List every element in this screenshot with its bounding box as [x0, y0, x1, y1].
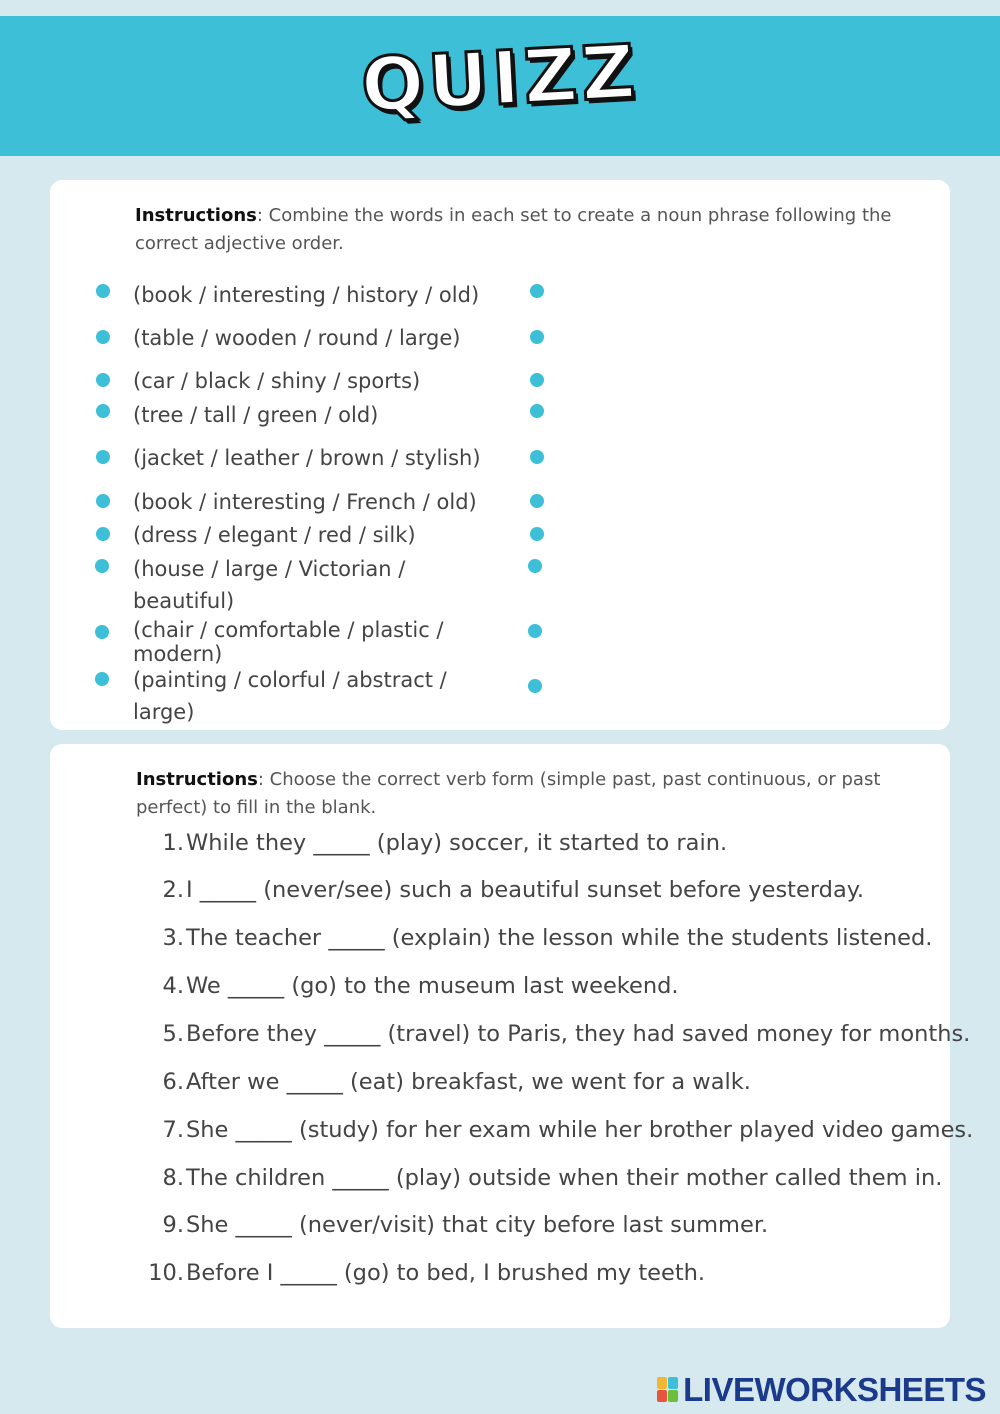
instructions-label: Instructions: [136, 769, 258, 790]
bullet-icon: [95, 625, 109, 639]
instructions-1: [135, 202, 925, 258]
bullet-icon: [95, 559, 109, 573]
list-item: (painting / colorful / abstract / large): [133, 668, 447, 724]
question-text[interactable]: She _____ (never/visit) that city before last summer.: [186, 1212, 769, 1238]
bullet-icon: [96, 404, 110, 418]
question-text[interactable]: The teacher _____ (explain) the lesson while the students listened.: [186, 925, 933, 951]
list-item: (tree / tall / green / old): [133, 403, 379, 427]
question-number: 3.: [162, 925, 184, 951]
bullet-icon: [96, 284, 110, 298]
answer-slot-7[interactable]: [530, 527, 544, 541]
question-number: 4.: [162, 973, 184, 999]
bullet-icon: [95, 672, 109, 686]
answer-slot-1[interactable]: [530, 284, 544, 298]
bullet-icon: [96, 450, 110, 464]
answer-slot-5[interactable]: [530, 450, 544, 464]
list-item: (car / black / shiny / sports): [133, 369, 421, 393]
question-number: 6.: [162, 1069, 184, 1095]
brand-mark-icon: [657, 1376, 679, 1404]
bullet-icon: [96, 330, 110, 344]
question-number: 1.: [162, 830, 184, 856]
question-text[interactable]: While they _____ (play) soccer, it started to rain.: [186, 830, 728, 856]
instructions-label: Instructions: [135, 205, 257, 226]
bullet-icon: [96, 494, 110, 508]
page-title: QUIZZ: [359, 28, 641, 130]
question-number: 8.: [162, 1165, 184, 1191]
question-text[interactable]: After we _____ (eat) breakfast, we went for a walk.: [186, 1069, 751, 1095]
verb-form-card: [50, 744, 974, 1328]
question-text[interactable]: The children _____ (play) outside when their mother called them in.: [186, 1165, 943, 1191]
question-number: 10.: [148, 1260, 184, 1286]
question-text[interactable]: She _____ (study) for her exam while her brother played video games.: [186, 1117, 974, 1143]
answer-slot-10[interactable]: [528, 679, 542, 693]
list-item: (book / interesting / history / old): [133, 283, 480, 307]
answer-slot-6[interactable]: [530, 494, 544, 508]
adjective-order-card: [50, 180, 950, 730]
bullet-icon: [96, 373, 110, 387]
answer-slot-8[interactable]: [528, 559, 542, 573]
question-text[interactable]: Before they _____ (travel) to Paris, they had saved money for months.: [186, 1021, 971, 1047]
list-item: (book / interesting / French / old): [133, 490, 477, 514]
instructions-text: : Combine the words in each set to create a noun phrase following the correct adjective order.: [135, 205, 892, 254]
instructions-text: : Choose the correct verb form (simple past, past continuous, or past perfect) to fill in the blank.: [136, 769, 881, 818]
question-text[interactable]: Before I _____ (go) to bed, I brushed my teeth.: [186, 1260, 706, 1286]
question-number: 2.: [162, 877, 184, 903]
list-item: (dress / elegant / red / silk): [133, 523, 416, 547]
instructions-2: [136, 766, 926, 822]
question-text[interactable]: We _____ (go) to the museum last weekend.: [186, 973, 679, 999]
question-number: 5.: [162, 1021, 184, 1047]
list-item: (table / wooden / round / large): [133, 326, 461, 350]
list-item: (jacket / leather / brown / stylish): [133, 446, 481, 470]
brand-name: LIVEWORKSHEETS: [683, 1371, 986, 1408]
bullet-icon: [96, 527, 110, 541]
answer-slot-3[interactable]: [530, 373, 544, 387]
answer-slot-4[interactable]: [530, 404, 544, 418]
list-item: (house / large / Victorian / beautiful): [133, 557, 406, 613]
answer-slot-9[interactable]: [528, 624, 542, 638]
brand-logo[interactable]: [657, 1372, 986, 1408]
question-number: 7.: [162, 1117, 184, 1143]
question-text[interactable]: I _____ (never/see) such a beautiful sunset before yesterday.: [186, 877, 865, 903]
answer-slot-2[interactable]: [530, 330, 544, 344]
top-strip: [0, 0, 1000, 16]
question-number: 9.: [162, 1212, 184, 1238]
list-item: (chair / comfortable / plastic / modern): [133, 618, 444, 666]
